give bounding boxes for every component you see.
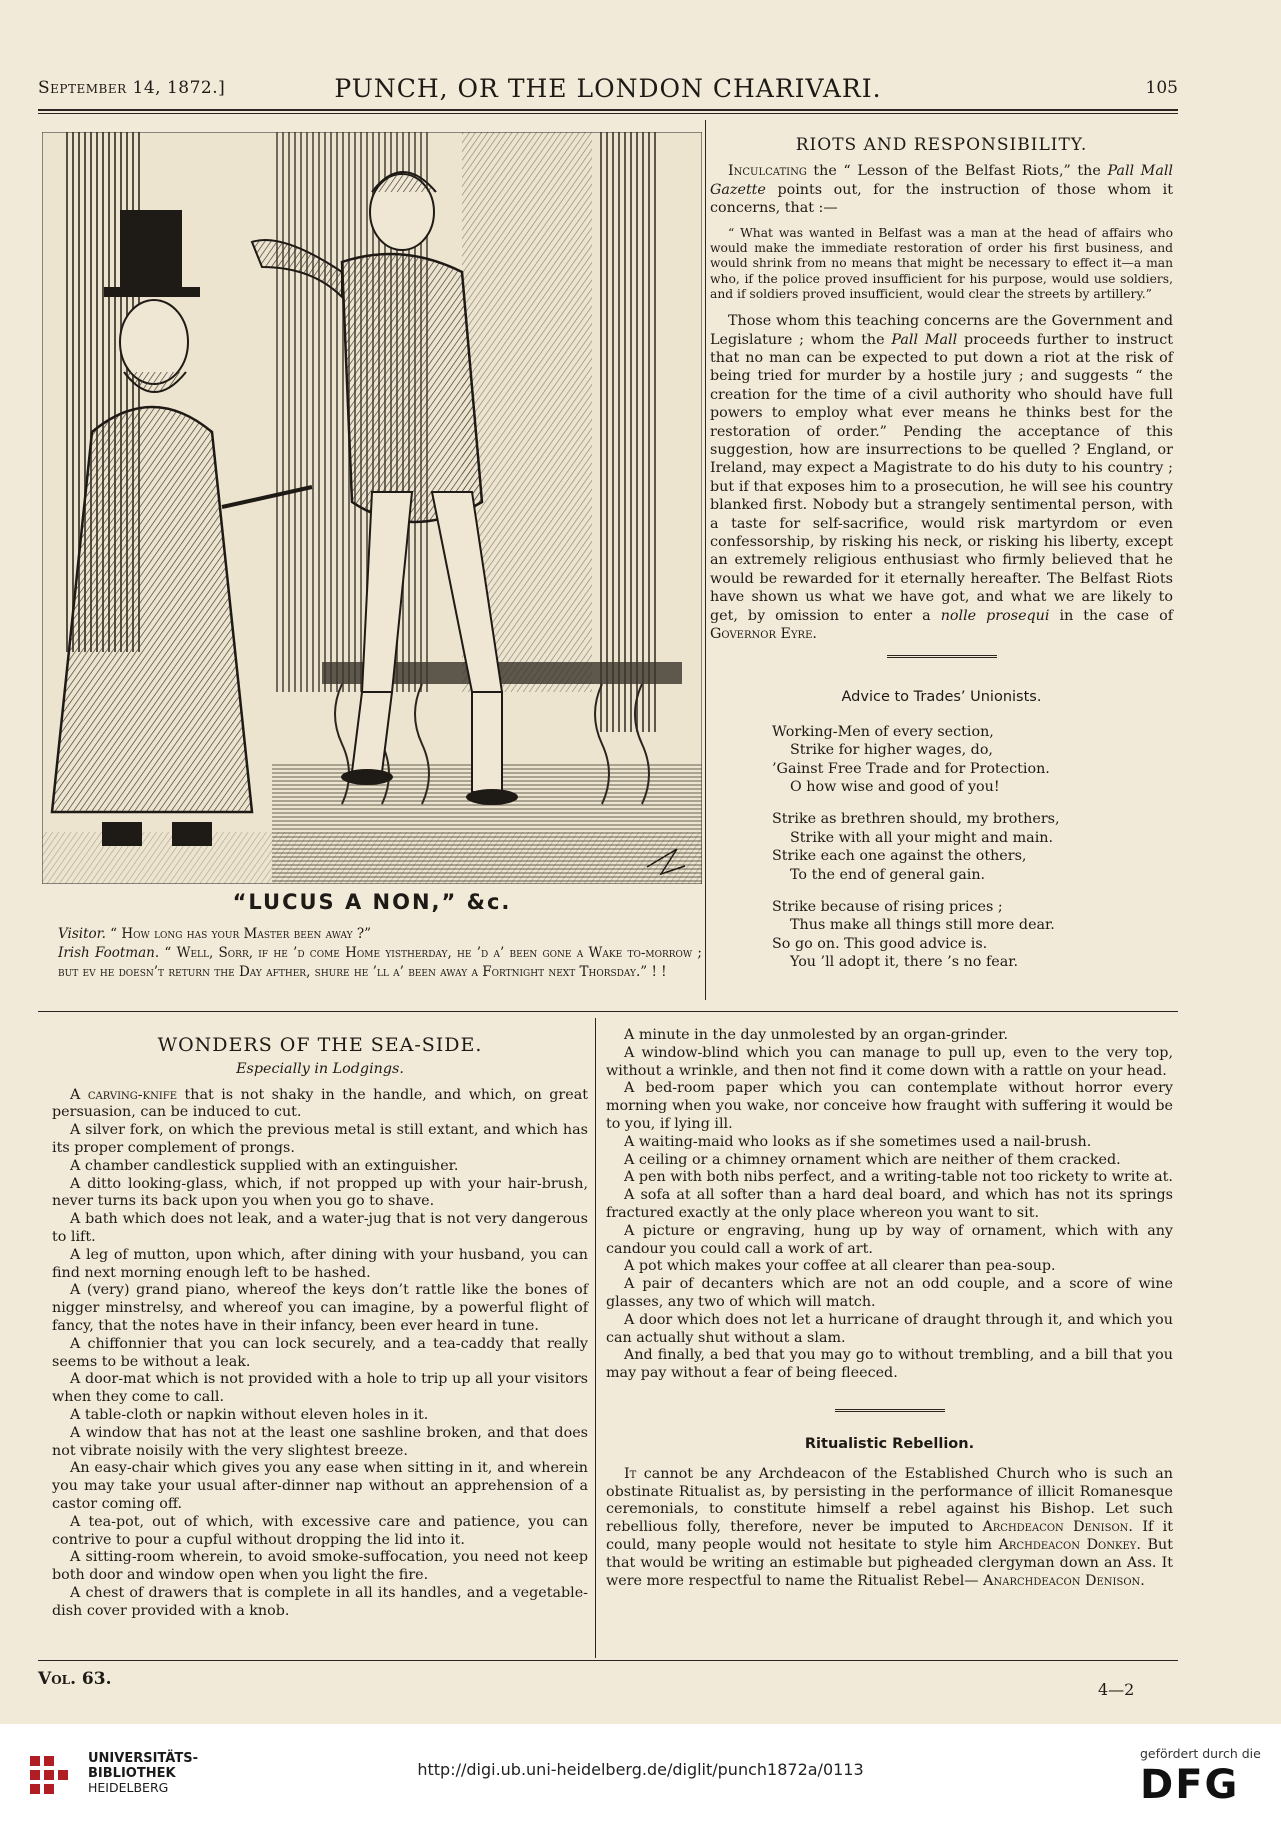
poem-line: To the end of general gain. [790,866,986,883]
wonders-item: A bath which does not leak, and a water-jug that is not very dangerous to lift. [52,1211,588,1245]
poem-line: Strike for higher wages, do, [790,742,993,759]
wonders-item: An easy-chair which gives you any ease when sitting in it, and wherein you may take your usual after-dinner nap without an apprehension of a castor coming off. [52,1460,588,1512]
wonders-item: A leg of mutton, upon which, after dining with your husband, you can find next morning enough left to be hashed. [52,1246,588,1281]
section-separator [887,655,997,658]
poem-line: So go on. This good advice is. [772,935,988,952]
cartoon-illustration [42,132,702,884]
wonders-continued [606,1027,1173,1590]
wonders-item: A chiffonnier that you can lock securely, and a tea-caddy that really seems to be without a leak. [52,1335,588,1370]
section-separator [835,1409,945,1412]
wonders-item: A sitting-room wherein, to avoid smoke-suffocation, you need not keep both door and window open when you light the fire. [52,1549,588,1584]
ritualistic-body: It cannot be any Archdeacon of the Established Church who is such an obstinate Ritualist as, by persisting in the performance of illicit Romanesque ceremonials, to constitute himself a rebel against his Bishop. Let such rebellious folly, therefore, never be imputed to Archdeacon Denison. If it could, many people would not hesitate to style him Archdeacon Donkey. But that would be writing an estimable but pigheaded clergyman down an Ass. It were more respectful to name the Ritualist Rebel— Anarchdeacon Denison. [606,1465,1173,1589]
university-library-name: UNIVERSITÄTS- BIBLIOTHEK HEIDELBERG [88,1751,198,1795]
wonders-item: A bed-room paper which you can contemplate without horror every morning when you wake, nor conceive how fraught with suffering it would be to you, if lying ill. [606,1080,1173,1132]
permalink-url[interactable]: http://digi.ub.uni-heidelberg.de/diglit/punch1872a/0113 [417,1760,864,1779]
printer-signature: 4—2 [1098,1680,1135,1699]
wonders-item: A ceiling or a chimney ornament which are neither of them cracked. [624,1151,1121,1168]
wonders-title: WONDERS OF THE SEA-SIDE. [157,1034,483,1056]
poem-line: Strike with all your might and main. [790,829,1054,846]
section-rule [38,1011,1178,1012]
wonders-item: A window that has not at the least one sashline broken, and that does not vibrate noisily with the very slightest breeze. [52,1424,588,1459]
poem-line: Thus make all things still more dear. [790,917,1055,934]
wonders-item: A ditto looking-glass, which, if not propped up with your hair-brush, never turns its back upon you when you go to shave. [52,1175,588,1210]
wonders-item: A door which does not let a hurricane of draught through it, and which you can actually shut without a slam. [606,1311,1173,1346]
poem-line: Strike because of rising prices ; [772,899,1003,916]
poem-line: You ’ll adopt it, there ’s no fear. [790,954,1019,971]
poem-line: O how wise and good of you! [790,779,1000,796]
cartoon-title: “LUCUS A NON,” &c. [232,890,512,914]
ritualistic-title: Ritualistic Rebellion. [804,1435,975,1452]
wonders-item: A waiting-maid who looks as if she sometimes used a nail-brush. [624,1133,1092,1150]
wonders-item: A sofa at all softer than a hard deal board, and which has not its springs fractured exactly at the only place whereon you want to sit. [606,1187,1173,1221]
wonders-item: A tea-pot, out of which, with excessive care and patience, you can contrive to pour a cupful without dropping the lid into it. [52,1513,588,1548]
wonders-item: A carving-knife that is not shaky in the handle, and which, on great persuasion, can be induced to cut. [52,1086,588,1121]
wonders-item: A door-mat which is not provided with a hole to trip up all your visitors when they come to call. [52,1371,588,1406]
page-number: 105 [1145,78,1178,98]
volume-number: Vol. 63. [38,1669,112,1689]
wonders-item: A chest of drawers that is complete in all its handles, and a vegetable-dish cover provided with a knob. [52,1584,588,1619]
riots-title: RIOTS AND RESPONSIBILITY. [795,135,1088,155]
wonders-subtitle: Especially in Lodgings. [236,1060,404,1077]
wonders-item: A pen with both nibs perfect, and a writing-table not too rickety to write at. [624,1169,1173,1186]
wonders-item: A pair of decanters which are not an odd couple, and a score of wine glasses, any two of which will match. [606,1276,1173,1310]
wonders-item: A minute in the day unmolested by an organ-grinder. [624,1027,1008,1043]
wonders-item: A pot which makes your coffee at all clearer than pea-soup. [624,1258,1056,1275]
poem-stanza [772,898,1173,972]
wonders-article [52,1031,588,1621]
riots-intro: Inculcating the “ Lesson of the Belfast Riots,” the Pall Mall Gazette points out, for the instruction of those whom it concerns, that :— [710,163,1173,217]
masthead-rule-thin [38,113,1178,114]
visitor-line: Visitor. “ How long has your Master been away ?” [58,926,372,942]
poem-line: Strike each one against the others, [772,848,1027,865]
poem-stanza [772,810,1173,884]
footman-line: Irish Footman. “ Well, Sorr, if he ’d come Home yistherday, he ’d a’ been gone a Wake to-morrow ; but ev he doesn’t return the Day afther, shure he ’ll a’ been away a Fortnight next Thorsday.” ! ! [58,945,702,980]
riots-quote: “ What was wanted in Belfast was a man at the head of affairs who would make the immediate restoration of order his first business, and would shrink from no means that might be necessary to effect it—a man who, if the police proved insufficient for his purpose, would use soldiers, and if soldiers proved insufficient, would clear the streets by artillery.” [710,225,1173,301]
right-column [710,136,1173,986]
wonders-item: And finally, a bed that you may go to without trembling, and a bill that you may pay without a fear of being fleeced. [606,1347,1173,1382]
poem-line: Working-Men of every section, [772,723,994,740]
poem-verse [772,723,1173,972]
wonders-item: A window-blind which you can manage to pull up, even to the very top, without a wrinkle, and then not find it come down with a rattle on your head. [606,1044,1173,1079]
bottom-rule [38,1660,1178,1661]
poem-line: Strike as brethren should, my brothers, [772,811,1060,828]
poem-stanza [772,723,1173,797]
column-divider-bottom [595,1018,596,1658]
column-divider-top [705,120,706,1000]
riots-body: Those whom this teaching concerns are the Government and Legislature ; whom the Pall Mall proceeds further to instruct that no man can be expected to put down a riot at the risk of being tried for murder by a hostile jury ; and suggests “ the creation for the time of a civil authority who should have full powers to employ what ever means he thinks best for the restoration of order.” Pending the acceptance of this suggestion, how are insurrections to be quelled ? England, or Ireland, may expect a Magistrate to do his duty to his country ; but if that exposes him to a prosecution, he will see his country blanked first. Nobody but a strangely sentimental person, with a taste for self-sacrifice, would risk martyrdom or even confessorship, by risking his neck, or risking his liberty, except an extremely religious enthusiast who firmly believed that he would be rewarded for it eternally hereafter. The Belfast Riots have shown us what we have got, and what we are likely to get, by omission to enter a nolle prosequi in the case of Governor Eyre. [710,313,1173,643]
publication-title: PUNCH, OR THE LONDON CHARIVARI. [334,74,882,103]
poem-title: Advice to Trades’ Unionists. [841,689,1042,706]
wonders-item: A silver fork, on which the previous metal is still extant, and which has its proper complement of prongs. [52,1122,588,1156]
masthead-rule [38,109,1178,111]
cartoon-dialogue [58,925,702,982]
poem-line: ’Gainst Free Trade and for Protection. [772,760,1050,777]
wonders-item: A chamber candlestick supplied with an extinguisher. [70,1157,459,1174]
issue-date: September 14, 1872.] [38,78,226,98]
wonders-item: A (very) grand piano, whereof the keys don’t rattle like the bones of nigger minstrelsy, and whereof you can imagine, by a powerful flight of fancy, that the notes have in their infancy, been ever heard in tune. [52,1282,588,1334]
wonders-item: A table-cloth or napkin without eleven holes in it. [70,1406,429,1423]
wonders-item: A picture or engraving, hung up by way of ornament, which with any candour you could call a work of art. [606,1222,1173,1257]
funding-label: gefördert durch die [1140,1746,1261,1761]
dfg-logo: DFG [1140,1762,1240,1808]
masthead [38,74,1178,108]
